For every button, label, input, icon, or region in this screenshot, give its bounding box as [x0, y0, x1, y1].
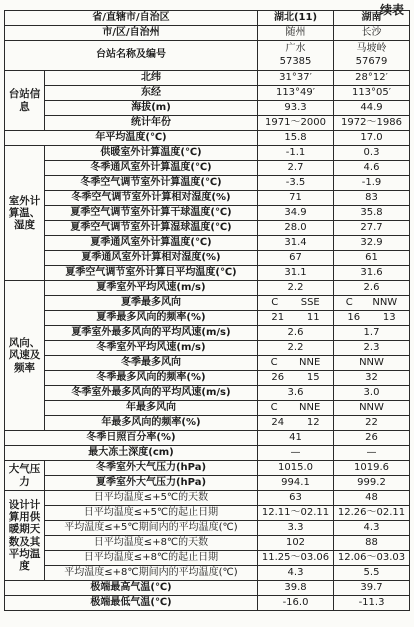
table-row: [5, 296, 410, 311]
climate-data-table: [4, 10, 410, 611]
value-1b: NNE: [299, 356, 321, 368]
row-label: 夏季最多风向的频率(%): [45, 311, 258, 326]
value-2: 39.7: [334, 581, 410, 596]
value-1: [258, 296, 334, 311]
table-row: [5, 116, 410, 131]
continued-label: 续表: [379, 3, 404, 17]
value-2: 32: [334, 371, 410, 386]
value-1: 994.1: [258, 476, 334, 491]
station-2-name: 马坡岭: [356, 43, 387, 54]
value-2: 3.0: [334, 386, 410, 401]
value-2: [334, 311, 410, 326]
row-label: 冬季最多风向: [45, 356, 258, 371]
value-1: 102: [258, 536, 334, 551]
city-label: 市/区/自治州: [5, 26, 258, 41]
value-2: NNW: [334, 356, 410, 371]
value-1a: C: [270, 356, 278, 368]
table-row: [5, 206, 410, 221]
value-2: 12.26～02.11: [334, 506, 410, 521]
value-1a: 21: [271, 311, 285, 323]
table-row: [5, 491, 410, 506]
row-label: 年平均温度(℃): [5, 131, 258, 146]
station-1-name: 广水: [285, 43, 306, 54]
header-row-city: [5, 26, 410, 41]
value-2: 83: [334, 191, 410, 206]
value-2: 4.6: [334, 161, 410, 176]
table-row: [5, 311, 410, 326]
table-row: [5, 86, 410, 101]
row-label: 供暖室外计算温度(℃): [45, 146, 258, 161]
value-1: -3.5: [258, 176, 334, 191]
value-2: 88: [334, 536, 410, 551]
value-2: 999.2: [334, 476, 410, 491]
city-2: 长沙: [334, 26, 410, 41]
value-1: —: [258, 446, 334, 461]
value-1: 15.8: [258, 131, 334, 146]
table-row: [5, 71, 410, 86]
row-label: 年最多风向: [45, 401, 258, 416]
table-row: [5, 341, 410, 356]
table-row: [5, 131, 410, 146]
section-wind: 风向、风速及频率: [5, 281, 45, 431]
value-2: 113°05′: [334, 86, 410, 101]
table-row: [5, 266, 410, 281]
value-2: 17.0: [334, 131, 410, 146]
value-1b: 11: [306, 311, 320, 323]
value-2: 27.7: [334, 221, 410, 236]
value-2: 26: [334, 431, 410, 446]
value-1: 2.2: [258, 281, 334, 296]
row-label: 极端最低气温(℃): [5, 596, 258, 611]
value-2: —: [334, 446, 410, 461]
row-label: 海拔(m): [45, 101, 258, 116]
table-row: [5, 446, 410, 461]
row-label: 冬季室外最多风向的平均风速(m/s): [45, 386, 258, 401]
row-label: 夏季通风室外计算相对湿度(%): [45, 251, 258, 266]
row-label: 年最多风向的频率(%): [45, 416, 258, 431]
value-1: [258, 356, 334, 371]
value-1: 67: [258, 251, 334, 266]
station-label: 台站名称及编号: [5, 41, 258, 71]
value-1: [258, 416, 334, 431]
row-label: 北纬: [45, 71, 258, 86]
value-1: 31°37′: [258, 71, 334, 86]
table-row: [5, 386, 410, 401]
table-row: [5, 536, 410, 551]
table-row: [5, 326, 410, 341]
table-row: [5, 191, 410, 206]
value-2: -11.3: [334, 596, 410, 611]
header-row-province: [5, 11, 410, 26]
table-row: [5, 176, 410, 191]
station-2-id: 57679: [355, 55, 388, 67]
value-2: 28°12′: [334, 71, 410, 86]
table-row: [5, 281, 410, 296]
value-1: 63: [258, 491, 334, 506]
value-1: -1.1: [258, 146, 334, 161]
value-1a: C: [271, 296, 279, 308]
value-2: 32.9: [334, 236, 410, 251]
value-1: 11.25～03.06: [258, 551, 334, 566]
row-label: 冬季空气调节室外计算温度(℃): [45, 176, 258, 191]
table-row: [5, 146, 410, 161]
value-1b: 12: [306, 416, 320, 428]
value-1a: 24: [271, 416, 285, 428]
value-1: 12.11～02.11: [258, 506, 334, 521]
value-1: 4.3: [258, 566, 334, 581]
table-row: [5, 596, 410, 611]
value-1b: NNE: [299, 401, 321, 413]
value-1: 2.2: [258, 341, 334, 356]
value-2a: C: [345, 296, 353, 308]
station-1-id: 57385: [279, 55, 312, 67]
header-row-station: [5, 41, 410, 71]
value-1: [258, 401, 334, 416]
value-1: 28.0: [258, 221, 334, 236]
value-1: 31.4: [258, 236, 334, 251]
table-row: [5, 236, 410, 251]
section-outdoor-calc: 室外计算温、湿度: [5, 146, 45, 281]
table-row: [5, 581, 410, 596]
value-2b: NNW: [372, 296, 398, 308]
value-1: 31.1: [258, 266, 334, 281]
row-label: 夏季室外平均风速(m/s): [45, 281, 258, 296]
table-row: [5, 431, 410, 446]
value-1: 3.3: [258, 521, 334, 536]
table-row: [5, 566, 410, 581]
row-label: 冬季室外平均风速(m/s): [45, 341, 258, 356]
value-2: 48: [334, 491, 410, 506]
row-label: 夏季室外大气压力(hPa): [45, 476, 258, 491]
value-2b: 13: [382, 311, 396, 323]
value-2: 61: [334, 251, 410, 266]
province-label: 省/直辖市/自治区: [5, 11, 258, 26]
value-1: 113°49′: [258, 86, 334, 101]
table-row: [5, 161, 410, 176]
value-2: 35.8: [334, 206, 410, 221]
value-1: 2.7: [258, 161, 334, 176]
row-label: 日平均温度≤+5℃的起止日期: [45, 506, 258, 521]
value-2: [334, 296, 410, 311]
value-2: 22: [334, 416, 410, 431]
value-1: 41: [258, 431, 334, 446]
row-label: 冬季日照百分率(%): [5, 431, 258, 446]
value-2a: 16: [347, 311, 361, 323]
row-label: 夏季最多风向: [45, 296, 258, 311]
section-pressure: 大气压力: [5, 461, 45, 491]
table-row: [5, 461, 410, 476]
table-row: [5, 506, 410, 521]
table-row: [5, 401, 410, 416]
table-row: [5, 476, 410, 491]
value-1: 3.6: [258, 386, 334, 401]
table-row: [5, 356, 410, 371]
row-label: 东经: [45, 86, 258, 101]
value-1: 1015.0: [258, 461, 334, 476]
value-2: 5.5: [334, 566, 410, 581]
row-label: 平均温度≤+5℃期间内的平均温度(℃): [45, 521, 258, 536]
value-2: NNW: [334, 401, 410, 416]
row-label: 最大冻土深度(cm): [5, 446, 258, 461]
row-label: 夏季室外最多风向的平均风速(m/s): [45, 326, 258, 341]
value-1: -16.0: [258, 596, 334, 611]
value-1a: C: [270, 401, 278, 413]
row-label: 冬季最多风向的频率(%): [45, 371, 258, 386]
value-2: 12.06～03.03: [334, 551, 410, 566]
section-heating: 设计计算用供暖期天数及其平均温度: [5, 491, 45, 581]
value-1b: SSE: [300, 296, 320, 308]
value-2: 1.7: [334, 326, 410, 341]
value-1b: 15: [306, 371, 320, 383]
table-row: [5, 521, 410, 536]
value-2: -1.9: [334, 176, 410, 191]
value-2: 0.3: [334, 146, 410, 161]
value-2: 31.6: [334, 266, 410, 281]
value-1: 39.8: [258, 581, 334, 596]
value-2: 1019.6: [334, 461, 410, 476]
value-2: 2.3: [334, 341, 410, 356]
table-row: [5, 371, 410, 386]
value-1: [258, 311, 334, 326]
row-label: 夏季空气调节室外计算湿球温度(℃): [45, 221, 258, 236]
row-label: 冬季通风室外计算温度(℃): [45, 161, 258, 176]
table-row: [5, 101, 410, 116]
row-label: 冬季空气调节室外计算相对湿度(%): [45, 191, 258, 206]
table-row: [5, 221, 410, 236]
table-row: [5, 251, 410, 266]
value-2: 2.6: [334, 281, 410, 296]
row-label: 冬季室外大气压力(hPa): [45, 461, 258, 476]
value-1: 34.9: [258, 206, 334, 221]
section-station-info: 台站信息: [5, 71, 45, 131]
value-2: 1972～1986: [334, 116, 410, 131]
row-label: 日平均温度≤+8℃的天数: [45, 536, 258, 551]
station-1: [258, 41, 334, 71]
value-2: 4.3: [334, 521, 410, 536]
row-label: 日平均温度≤+5℃的天数: [45, 491, 258, 506]
value-1: 71: [258, 191, 334, 206]
row-label: 极端最高气温(℃): [5, 581, 258, 596]
value-1: 2.6: [258, 326, 334, 341]
row-label: 平均温度≤+8℃期间内的平均温度(℃): [45, 566, 258, 581]
table-row: [5, 551, 410, 566]
province-1: 湖北(11): [258, 11, 334, 26]
row-label: 夏季空气调节室外计算日平均温度(℃): [45, 266, 258, 281]
row-label: 夏季空气调节室外计算干球温度(℃): [45, 206, 258, 221]
station-2: [334, 41, 410, 71]
value-1: 1971～2000: [258, 116, 334, 131]
row-label: 统计年份: [45, 116, 258, 131]
province-2: 湖南: [334, 11, 410, 26]
row-label: 夏季通风室外计算温度(℃): [45, 236, 258, 251]
value-1a: 26: [271, 371, 285, 383]
value-1: 93.3: [258, 101, 334, 116]
value-2: 44.9: [334, 101, 410, 116]
value-1: [258, 371, 334, 386]
table-row: [5, 416, 410, 431]
city-1: 随州: [258, 26, 334, 41]
row-label: 日平均温度≤+8℃的起止日期: [45, 551, 258, 566]
